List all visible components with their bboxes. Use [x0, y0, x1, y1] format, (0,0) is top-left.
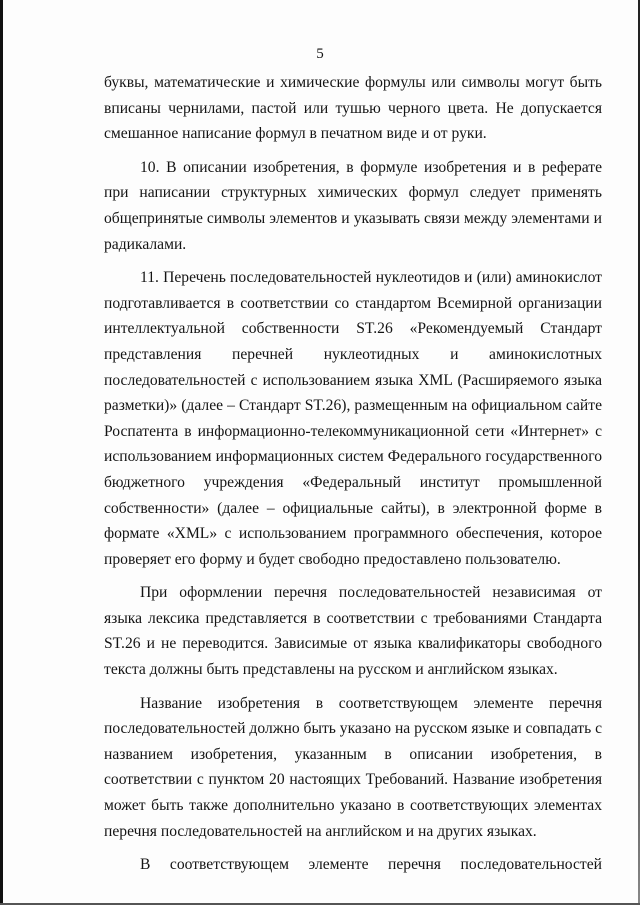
scan-edge-left [0, 0, 3, 905]
paragraph-item-11: 11. Перечень последовательностей нуклеотидов и (или) аминокислот подготавливается в соответствии со стандартом Всемирной организации интеллектуальной собственности ST.26 «Рекомендуемый Стандарт представления перечней нуклеотидных и аминокислотных последовательностей с использованием языка XML (Расширяемого языка разметки)» (далее – Стандарт ST.26), размещенным на официальном сайте Роспатента в информационно-телекоммуникационной сети «Интернет» с использованием информационных систем Федерального государственного бюджетного учреждения «Федеральный институт промышленной собственности» (далее – официальные сайты), в электронной форме в формате «XML» с использованием программного обеспечения, которое проверяет его форму и будет свободно предоставлено пользователю. [104, 269, 602, 568]
paragraph-item-10: 10. В описании изобретения, в формуле изобретения и в реферате при написании структурных химических формул следует применять общепринятые символы элементов и указывать связи между элементами и радикалами. [104, 158, 602, 253]
paragraph-invention-title: Название изобретения в соответствующем элементе перечня последовательностей должно быть указано на русском языке и совпадать с названием изобретения, указанным в описании изобретения, в соответствии с пунктом 20 настоящих Требований. Название изобретения может быть также дополнительно указано в соответствующих элементах перечня последовательностей на английском и на других языках. [104, 694, 603, 840]
paragraph-language-lexicon: При оформлении перечня последовательностей независимая от языка лексика представляется в соответствии с требованиями Стандарта ST.26 и не переводится. Зависимые от языка квалификаторы свободного текста должны быть представлены на русском и английском языках. [104, 584, 602, 679]
page-number: 5 [316, 46, 324, 62]
document-body [104, 70, 602, 878]
paragraph-continued: буквы, математические и химические формулы или символы могут быть вписаны чернилами, пастой или тушью черного цвета. Не допускается смешанное написание формул в печатном виде и от руки. [104, 74, 602, 143]
paragraph-sequence-element: В соответствующем элементе перечня последовательностей [140, 856, 602, 874]
